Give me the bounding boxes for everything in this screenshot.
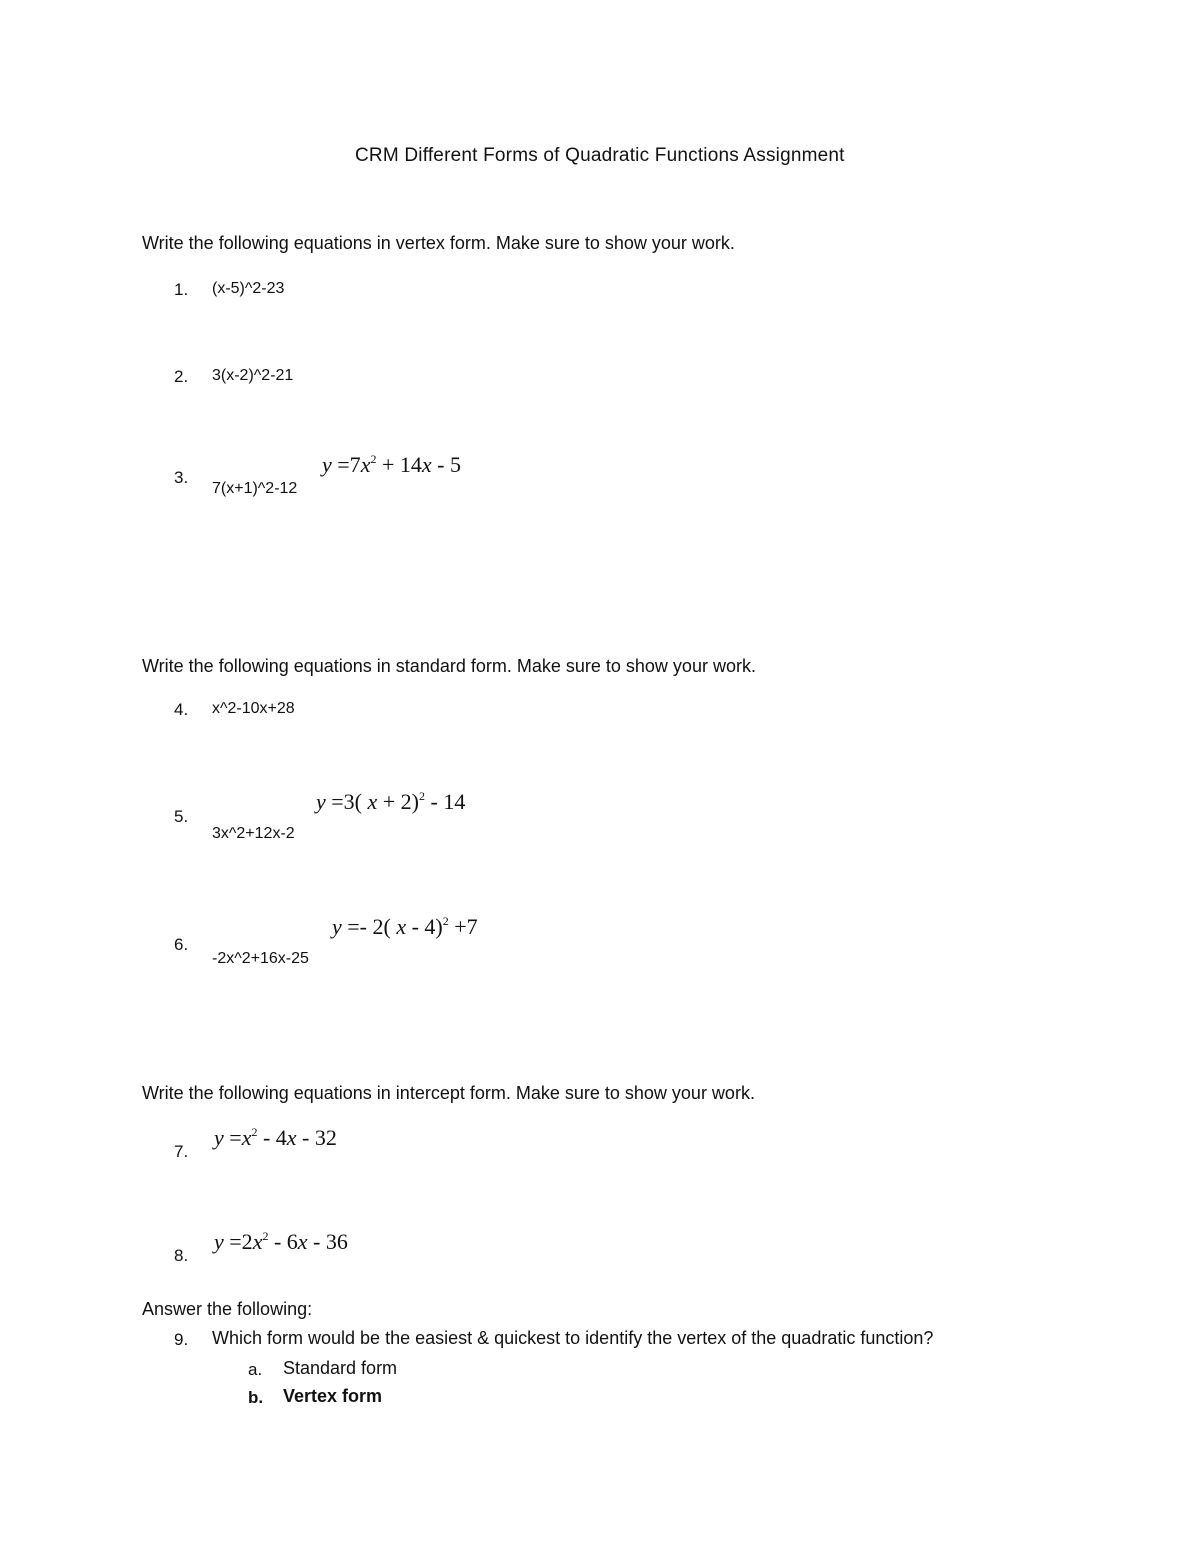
item-number: 6.	[174, 935, 189, 954]
item-number: 3.	[174, 468, 189, 487]
item-number: 4.	[174, 700, 189, 719]
item-equation: y =- 2( x - 4)$^2$ +7	[332, 914, 478, 939]
question-text: Which form would be the easiest & quickest to identify the vertex of the quadratic function?	[212, 1328, 934, 1348]
item-number: 1.	[174, 280, 189, 299]
item-equation: $y =2x^2 - 6x - 36$	[214, 1229, 348, 1254]
option-text: Standard form	[283, 1358, 398, 1378]
item-answer: 3(x-2)^2-21	[212, 367, 294, 384]
item-answer: x^2-10x+28	[212, 700, 295, 717]
item-equation: $y =x^2 - 4x - 32$	[214, 1125, 337, 1150]
answer-instruction: Answer the following:	[142, 1299, 313, 1319]
item-equation: $y =7x^2 + 14x - 5$	[322, 452, 461, 477]
option-letter: a.	[248, 1360, 263, 1379]
page-title: CRM Different Forms of Quadratic Functions Assignment	[355, 145, 845, 166]
question-number: 9.	[174, 1330, 189, 1349]
item-answer: 3x^2+12x-2	[212, 825, 295, 842]
item-number: 8.	[174, 1246, 189, 1265]
intercept-instruction: Write the following equations in intercept form. Make sure to show your work.	[142, 1083, 755, 1103]
item-number: 7.	[174, 1142, 189, 1161]
item-answer: -2x^2+16x-25	[212, 950, 309, 967]
option-text-selected: Vertex form	[283, 1386, 383, 1406]
item-number: 5.	[174, 807, 189, 826]
item-answer: 7(x+1)^2-12	[212, 480, 298, 497]
item-number: 2.	[174, 367, 189, 386]
vertex-instruction: Write the following equations in vertex form. Make sure to show your work.	[142, 233, 735, 253]
standard-instruction: Write the following equations in standard form. Make sure to show your work.	[142, 656, 756, 676]
item-answer: (x-5)^2-23	[212, 280, 285, 297]
option-letter-selected: b.	[248, 1388, 264, 1407]
item-equation: y =3( x + 2)$^2$ - 14	[316, 789, 466, 814]
